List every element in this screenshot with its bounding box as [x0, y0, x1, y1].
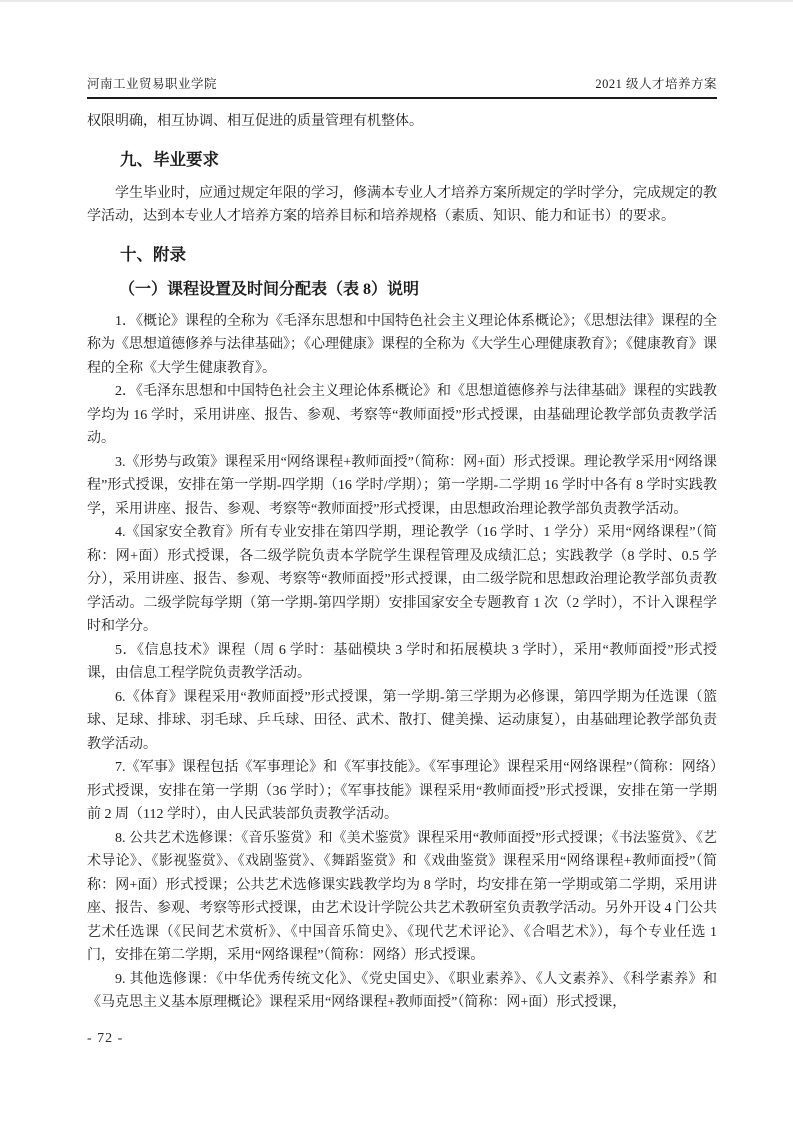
appendix-item-1: 1．《概论》课程的全称为《毛泽东思想和中国特色社会主义理论体系概论》；《思想法律》课程的全称为《思想道德修养与法律基础》；《心理健康》课程的全称为《大学生心理健康教育》；《健康教育》课程的全称《大学生健康教育》。: [87, 313, 717, 376]
page-header: [87, 74, 717, 99]
header-school-name: 河南工业贸易职业学院: [87, 77, 218, 91]
section-nine-heading: 九、毕业要求: [120, 149, 219, 169]
subsection-heading: （一）课程设置及时间分配表（表 8）说明: [119, 280, 420, 298]
appendix-item-6: 6.《体育》课程采用“教师面授”形式授课，第一学期-第三学期为必修课，第四学期为任选课（篮球、足球、排球、羽毛球、乒乓球、田径、武术、散打、健美操、运动康复），由基础理论教学部负责教学活动。: [87, 689, 717, 752]
section-nine-paragraph: 学生毕业时，应通过规定年限的学习，修满本专业人才培养方案所规定的学时学分，完成规定的教学活动，达到本专业人才培养方案的培养目标和培养规格（素质、知识、能力和证书）的要求。: [87, 185, 717, 224]
intro-paragraph: 权限明确，相互协调、相互促进的质量管理有机整体。: [87, 114, 423, 129]
appendix-item-3: 3.《形势与政策》课程采用“网络课程+教师面授”（简称：网+面）形式授课。理论教学采用“网络课程”形式授课，安排在第一学期-四学期（16 学时/学期）；第一学期-二学期 16 学时中各有 8 学时实践教学，采用讲座、报告、参观、考察等“教师面授”形式授课，由思想政治理论教学部负责教学活动。: [87, 454, 717, 517]
scan-edge: [0, 0, 793, 2]
page-content: [87, 74, 717, 1015]
appendix-item-9: 9. 其他选修课：《中华优秀传统文化》、《党史国史》、《职业素养》、《人文素养》、《科学素养》和《马克思主义基本原理概论》课程采用“网络课程+教师面授”（简称：网+面）形式授课，: [87, 971, 717, 1010]
appendix-item-4: 4.《国家安全教育》所有专业安排在第四学期，理论教学（16 学时、1 学分）采用“网络课程”（简称：网+面）形式授课，各二级学院负责本学院学生课程管理及成绩汇总；实践教学（8 学时、0.5 学分），采用讲座、报告、参观、考察等“教师面授”形式授课，由二级学院和思想政治理论教学部负责教学活动。二级学院每学期（第一学期-第四学期）安排国家安全专题教育 1 次（2 学时），不计入课程学时和学分。: [87, 525, 717, 634]
appendix-item-5: 5．《信息技术》课程（周 6 学时：基础模块 3 学时和拓展模块 3 学时），采用“教师面授”形式授课，由信息工程学院负责教学活动。: [87, 642, 717, 681]
appendix-item-7: 7.《军事》课程包括《军事理论》和《军事技能》。《军事理论》课程采用“网络课程”（简称：网络）形式授课，安排在第一学期（36 学时）；《军事技能》课程采用“教师面授”形式授课，安排在第一学期前 2 周（112 学时），由人民武装部负责教学活动。: [87, 760, 717, 822]
appendix-item-8: 8. 公共艺术选修课：《音乐鉴赏》和《美术鉴赏》课程采用“教师面授”形式授课；《书法鉴赏》、《艺术导论》、《影视鉴赏》、《戏剧鉴赏》、《舞蹈鉴赏》和《戏曲鉴赏》课程采用“网络课程+教师面授”（简称：网+面）形式授课；公共艺术选修课实践教学均为 8 学时，均安排在第一学期或第二学期，采用讲座、报告、参观、考察等形式授课，由艺术设计学院公共艺术教研室负责教学活动。另外开设 4 门公共艺术任选课（《民间艺术赏析》、《中国音乐简史》、《现代艺术评论》、《合唱艺术》），每个专业任选 1 门，安排在第二学期，采用“网络课程”（简称：网络）形式授课。: [87, 830, 717, 963]
appendix-item-2: 2．《毛泽东思想和中国特色社会主义理论体系概论》和《思想道德修养与法律基础》课程的实践教学均为 16 学时，采用讲座、报告、参观、考察等“教师面授”形式授课，由基础理论教学部负责教学活动。: [87, 384, 717, 446]
page-number: - 72 -: [87, 1031, 124, 1046]
page-body: [87, 110, 717, 1015]
header-document-title: 2021 级人才培养方案: [595, 77, 717, 91]
section-ten-heading: 十、附录: [120, 244, 186, 264]
